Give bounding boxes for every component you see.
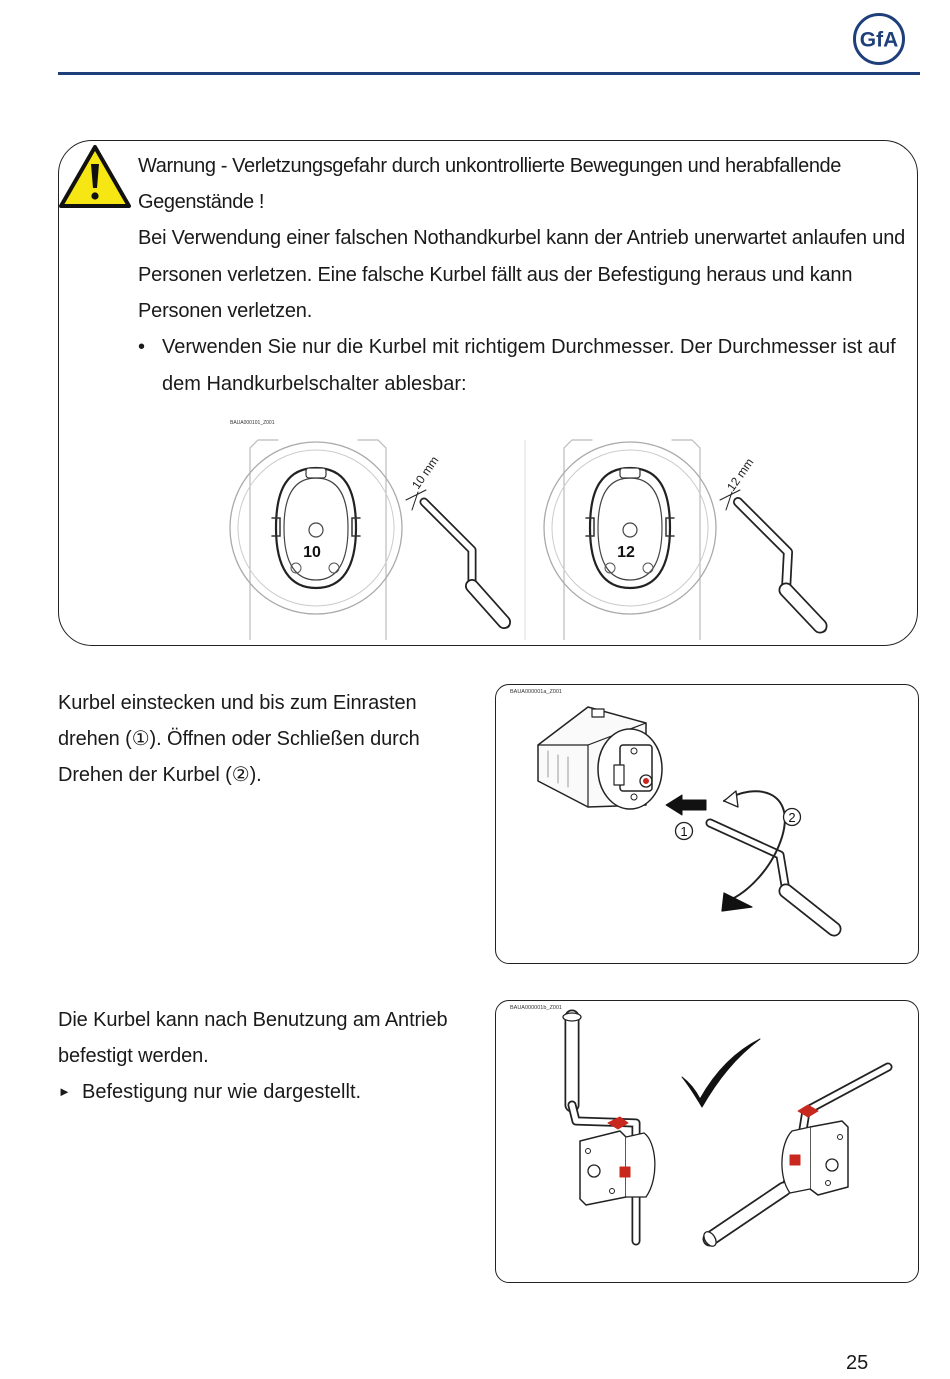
bullet-marker: ► [58,1084,71,1099]
step-insert-text: Kurbel einstecken und bis zum Einrasten drehen (①). Öffnen oder Schließen durch Drehen der Kurbel (②). [58,692,420,786]
switch-label-left: 10 [303,544,321,561]
warning-text: Bei Verwendung einer falschen Nothandkurbel kann der Antrieb unerwartet anlaufen und Personen verletzen. Eine falsche Kurbel fällt aus der Befestigung heraus und kann Personen verletzen. [138,227,906,322]
checkmark-icon [682,1039,760,1107]
dimension-right: 12 mm [723,455,757,494]
figure-code: BAUA000001b_Z001 [510,1005,562,1011]
figure-code: BAUA000001a_Z001 [510,689,562,695]
insert-crank-drawing [496,685,917,962]
bullet-marker: • [138,336,146,358]
crank-right [720,490,822,628]
header-rule [58,72,920,75]
figure-mount-crank [495,1000,919,1283]
warning-triangle-icon [58,144,132,210]
figure-code: BAUA000101_Z001 [230,420,275,426]
gfa-logo [852,12,906,66]
mount-crank-drawing [496,1001,917,1281]
logo-text: GfA [859,28,899,52]
switch-label-right: 12 [617,544,635,561]
crank-diameter-figure [228,418,828,640]
step-mount-bullet-text: Befestigung nur wie dargestellt. [82,1081,362,1103]
crank-left [406,490,506,624]
page-number: 25 [846,1352,869,1374]
figure-insert-crank [495,684,919,964]
marker-1: 1 [680,824,688,839]
warning-bullet-text: Verwenden Sie nur die Kurbel mit richtigem Durchmesser. Der Durchmesser ist auf dem Handkurbelschalter ablesbar: [162,336,896,395]
warning-title: Warnung - Verletzungsgefahr durch unkontrollierte Bewegungen und herabfallende Gegenstände ! [138,155,841,213]
crank-switch-right [544,440,716,640]
dimension-left: 10 mm [408,453,442,492]
step-mount-text: Die Kurbel kann nach Benutzung am Antrieb befestigt werden. [58,1009,448,1067]
marker-2: 2 [788,810,796,825]
crank-switch-left [230,440,402,640]
